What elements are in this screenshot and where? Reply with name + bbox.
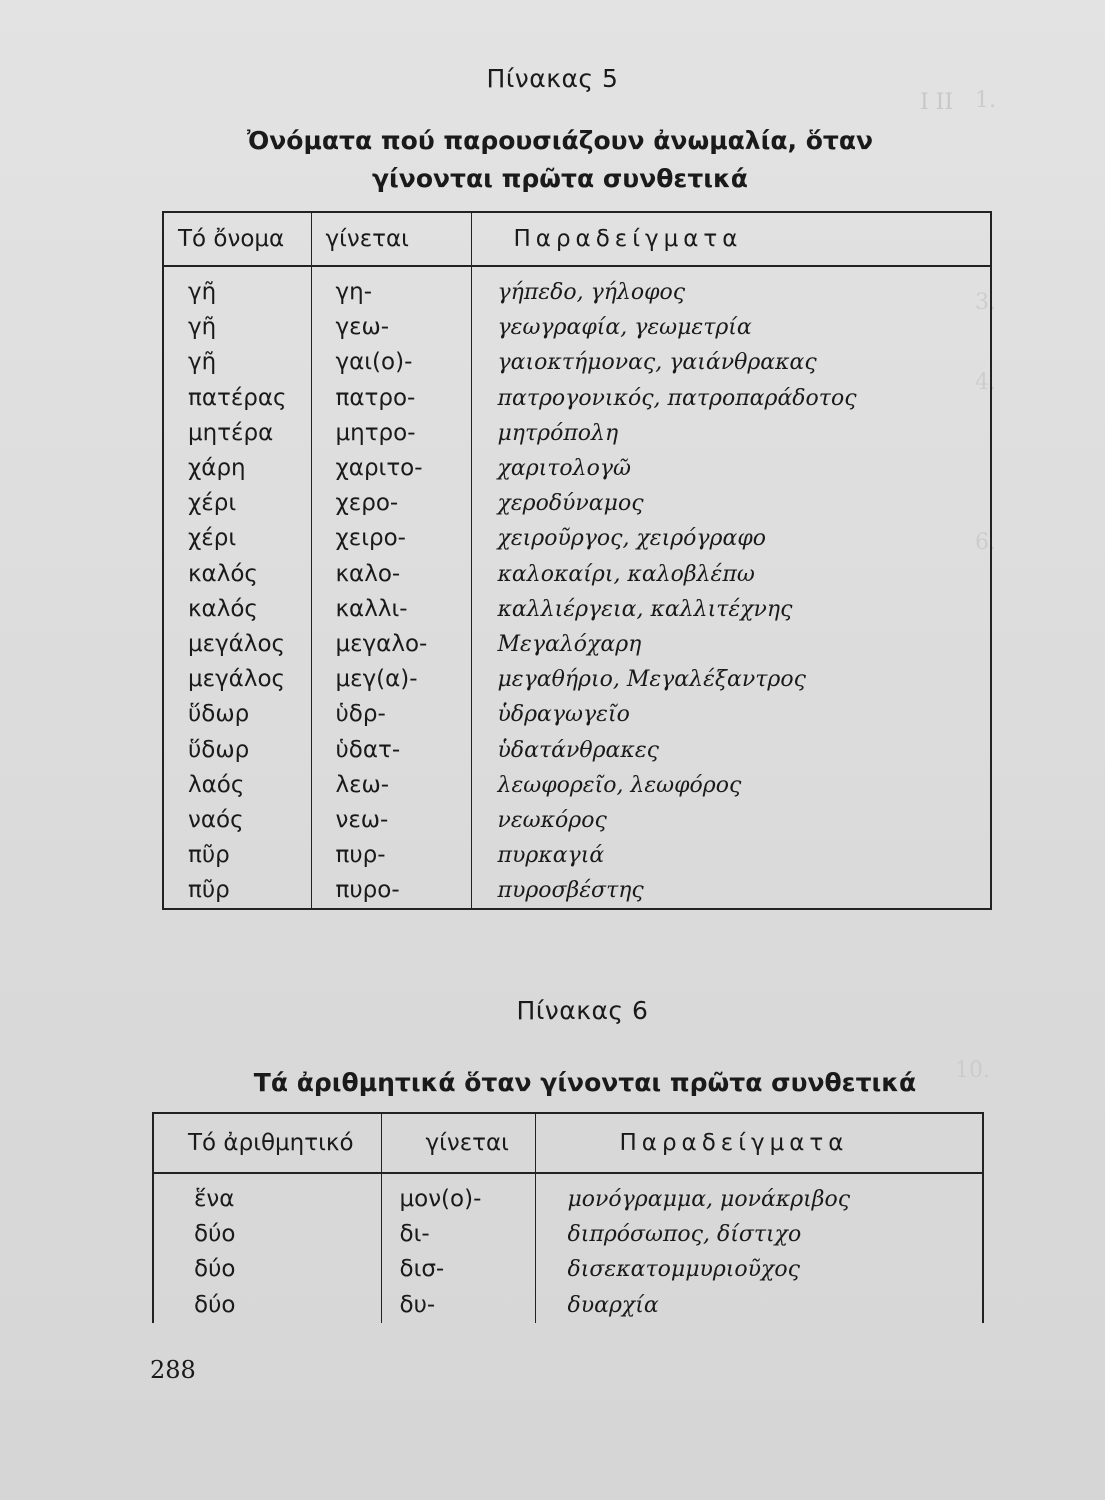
cell-noun: ναός (163, 803, 311, 838)
table-row (163, 697, 991, 732)
cell-becomes: νεω- (311, 803, 471, 838)
cell-examples: γαιοκτήμονας, γαιάνθρακας (497, 350, 817, 376)
cell-examples: Μεγαλόχαρη (497, 631, 642, 657)
cell-noun: μεγάλος (163, 627, 311, 662)
bleed-through: ΙΙ Ι (920, 90, 954, 115)
header-examples: Παραδείγματα (535, 1113, 983, 1173)
cell-becomes: πυρο- (311, 873, 471, 909)
table-row (163, 451, 991, 486)
cell-noun: ὕδωρ (163, 732, 311, 767)
cell-examples: πατρογονικός, πατροπαράδοτος (497, 385, 857, 411)
cell-examples: χειροῦργος, χειρόγραφο (497, 526, 766, 552)
header-noun: Τό ὄνομα (163, 212, 311, 266)
table-row (163, 662, 991, 697)
cell-examples: καλλιέργεια, καλλιτέχνης (497, 596, 793, 622)
table-row (163, 381, 991, 416)
cell-noun: δύο (153, 1217, 381, 1252)
table-row (163, 266, 991, 310)
cell-becomes: μον(ο)- (381, 1173, 535, 1217)
cell-becomes: γεω- (311, 310, 471, 345)
table6 (152, 1112, 984, 1323)
cell-examples: ὑδραγωγεῖο (497, 702, 630, 728)
table-row (163, 627, 991, 662)
table-row (163, 803, 991, 838)
cell-noun: χάρη (163, 451, 311, 486)
cell-examples: λεωφορεῖο, λεωφόρος (497, 772, 742, 798)
cell-noun: μεγάλος (163, 662, 311, 697)
cell-becomes: μεγαλο- (311, 627, 471, 662)
cell-becomes: γη- (311, 266, 471, 310)
cell-examples: διπρόσωπος, δίστιχο (567, 1222, 802, 1248)
cell-noun: γῆ (163, 310, 311, 345)
table6-header-row (153, 1113, 983, 1173)
table-row (163, 345, 991, 380)
cell-becomes: χερο- (311, 486, 471, 521)
table6-title: Τά ἀριθμητικά ὅταν γίνονται πρῶτα συνθετικά (253, 1068, 917, 1097)
cell-examples: μεγαθήριο, Μεγαλέξαντρος (497, 667, 806, 693)
cell-becomes: δι- (381, 1217, 535, 1252)
table-row (163, 873, 991, 909)
bleed-through: 3. (975, 290, 996, 315)
cell-becomes: πυρ- (311, 838, 471, 873)
cell-noun: γῆ (163, 266, 311, 310)
cell-becomes: ὑδρ- (311, 697, 471, 732)
cell-becomes: λεω- (311, 768, 471, 803)
cell-becomes: γαι(ο)- (311, 345, 471, 380)
cell-noun: δύο (153, 1288, 381, 1323)
table-row (163, 592, 991, 627)
cell-noun: χέρι (163, 486, 311, 521)
cell-becomes: δισ- (381, 1252, 535, 1287)
table-row (163, 557, 991, 592)
cell-examples: χεροδύναμος (497, 491, 644, 517)
cell-becomes: μεγ(α)- (311, 662, 471, 697)
cell-noun: πατέρας (163, 381, 311, 416)
cell-becomes: καλλι- (311, 592, 471, 627)
table-row (163, 768, 991, 803)
cell-examples: γεωγραφία, γεωμετρία (497, 315, 752, 341)
cell-becomes: δυ- (381, 1288, 535, 1323)
table5-caption: Πίνακας 5 (486, 64, 619, 93)
cell-examples: πυρκαγιά (497, 843, 605, 869)
table5-body (163, 266, 991, 909)
table6-body (153, 1173, 983, 1323)
table5-title-line1: Ὀνόματα πού παρουσιάζουν ἀνωμαλία, ὅταν (246, 126, 874, 155)
cell-noun: πῦρ (163, 838, 311, 873)
cell-examples: δυαρχία (567, 1292, 659, 1318)
cell-noun: πῦρ (163, 873, 311, 909)
cell-examples: καλοκαίρι, καλοβλέπω (497, 561, 755, 587)
cell-noun: γῆ (163, 345, 311, 380)
bleed-through: 6. (975, 530, 996, 555)
cell-noun: δύο (153, 1252, 381, 1287)
cell-noun: μητέρα (163, 416, 311, 451)
cell-noun: καλός (163, 592, 311, 627)
table-row (153, 1252, 983, 1287)
cell-becomes: μητρο- (311, 416, 471, 451)
cell-becomes: χαριτο- (311, 451, 471, 486)
page-number: 288 (150, 1356, 196, 1384)
table-row (163, 416, 991, 451)
cell-noun: καλός (163, 557, 311, 592)
bleed-through: 4. (975, 370, 996, 395)
table-row (163, 838, 991, 873)
cell-noun: χέρι (163, 521, 311, 556)
table5-header-row (163, 212, 991, 266)
cell-becomes: πατρο- (311, 381, 471, 416)
table5-title-line2: γίνονται πρῶτα συνθετικά (372, 164, 748, 193)
header-numeral: Τό ἀριθμητικό (153, 1113, 381, 1173)
table-row (163, 486, 991, 521)
table6-caption: Πίνακας 6 (516, 996, 649, 1025)
header-becomes: γίνεται (311, 212, 471, 266)
table-row (163, 521, 991, 556)
table-row (153, 1173, 983, 1217)
header-becomes: γίνεται (381, 1113, 535, 1173)
cell-noun: ἕνα (153, 1173, 381, 1217)
cell-examples: γήπεδο, γήλοφος (497, 280, 686, 306)
table-row (153, 1288, 983, 1323)
bleed-through: 1. (975, 88, 996, 113)
cell-examples: χαριτολογῶ (497, 456, 631, 482)
cell-examples: μονόγραμμα, μονάκριβος (567, 1187, 851, 1213)
table-row (153, 1217, 983, 1252)
cell-becomes: ὑδατ- (311, 732, 471, 767)
table-row (163, 310, 991, 345)
table-row (163, 732, 991, 767)
cell-examples: δισεκατομμυριοῦχος (567, 1257, 800, 1283)
cell-becomes: χειρο- (311, 521, 471, 556)
cell-examples: μητρόπολη (497, 420, 619, 446)
cell-becomes: καλο- (311, 557, 471, 592)
cell-examples: πυροσβέστης (497, 878, 644, 904)
cell-examples: νεωκόρος (497, 807, 607, 833)
cell-noun: ὕδωρ (163, 697, 311, 732)
cell-examples: ὑδατάνθρακες (497, 737, 659, 763)
header-examples: Παραδείγματα (471, 212, 991, 266)
cell-noun: λαός (163, 768, 311, 803)
table5-title (160, 122, 960, 198)
bleed-through: 10. (955, 1058, 990, 1083)
table5 (162, 211, 992, 910)
